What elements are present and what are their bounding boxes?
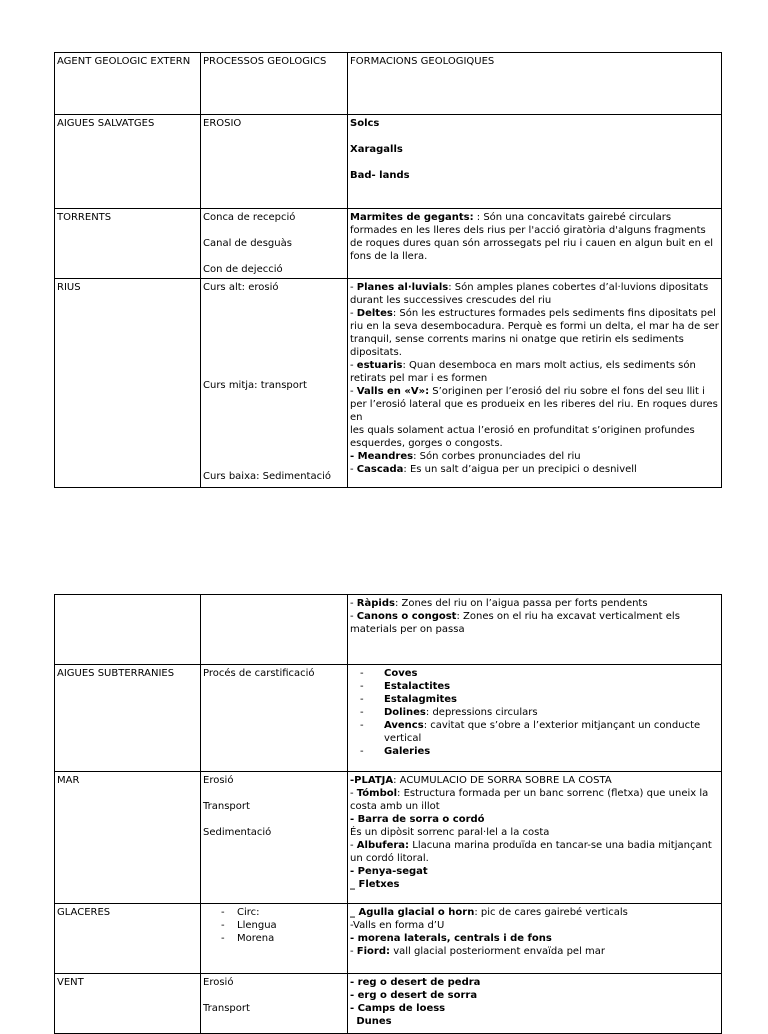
process-line: Canal de desguàs <box>203 238 292 249</box>
cell-agent: VENT <box>55 974 201 1034</box>
geology-table-2 <box>54 594 722 1034</box>
form-item: _ Agulla glacial o horn: pic de cares gairebé verticals <box>350 907 628 918</box>
header-formacions: FORMACIONS GEOLOGIQUES <box>348 53 722 115</box>
cell-process <box>201 772 348 904</box>
cell-formations <box>348 115 722 209</box>
cell-agent: TORRENTS <box>55 209 201 279</box>
process-line: - Morena <box>221 932 345 945</box>
form-item: - Ràpids: Zones del riu on l’aigua passa per forts pendents <box>350 598 648 609</box>
cell-formations <box>348 772 722 904</box>
form-item: - Meandres: Són corbes pronunciades del riu <box>350 451 581 462</box>
form-term: Marmites de gegants: <box>350 212 474 223</box>
form-item: - Estalagmites <box>360 693 719 706</box>
form-item: _ Fletxes <box>350 879 400 890</box>
cell-process: EROSIO <box>201 115 348 209</box>
row-aigues-subterranies <box>55 665 722 772</box>
process-line: - Circ: <box>221 906 345 919</box>
process-line: Erosió <box>203 775 234 786</box>
cell-agent: MAR <box>55 772 201 904</box>
form-item: - Dolines: depressions circulars <box>360 706 719 719</box>
process-line: Erosió <box>203 977 234 988</box>
form-list <box>350 667 719 758</box>
cell-agent: AIGUES SALVATGES <box>55 115 201 209</box>
form-item: - Barra de sorra o cordó <box>350 814 485 825</box>
form-item: És un dipòsit sorrenc paral·lel a la costa <box>350 827 550 838</box>
header-processos: PROCESSOS GEOLOGICS <box>201 53 348 115</box>
form-item: - Canons o congost: Zones on el riu ha excavat verticalment els materials per on passa <box>350 611 680 635</box>
cell-process <box>201 974 348 1034</box>
form-item: - Galeries <box>360 745 719 758</box>
form-item: -Valls en forma d’U <box>350 920 445 931</box>
form-item: Dunes <box>356 1016 392 1027</box>
form-item: - reg o desert de pedra <box>350 977 481 988</box>
process-line: Curs alt: erosió <box>203 282 279 293</box>
form-term: Solcs <box>350 118 380 129</box>
form-item: - Coves <box>360 667 719 680</box>
process-list <box>203 906 345 945</box>
form-item: - Avencs: cavitat que s’obre a l’exterior mitjançant un conducte vertical <box>360 719 719 745</box>
cell-process <box>201 904 348 974</box>
form-item: - Fiord: vall glacial posteriorment envaïda pel mar <box>350 946 606 957</box>
form-item: esquerdes, gorges o congosts. <box>350 438 503 449</box>
cell-agent: RIUS <box>55 279 201 488</box>
process-line: - Llengua <box>221 919 345 932</box>
process-line: Sedimentació <box>203 827 272 838</box>
form-item: -PLATJA: ACUMULACIO DE SORRA SOBRE LA COSTA <box>350 775 612 786</box>
process-line: Curs baixa: Sedimentació <box>203 471 331 482</box>
form-item: - Deltes: Són les estructures formades pels sediments fins dipositats pel riu en la seva desembocadura. Perquè es formi un delta, el mar ha de ser tranquil, sense corrents marins ni onatge que retirin els sediments dipositats. <box>350 308 719 358</box>
form-item: - Cascada: Es un salt d’aigua per un precipici o desnivell <box>350 464 637 475</box>
cell-process: Procés de carstificació <box>201 665 348 772</box>
process-line: Transport <box>203 1003 250 1014</box>
form-item: - Valls en «V»: S’originen per l’erosió del riu sobre el fons del seu llit i per l’erosió lateral que es produeix en les riberes del riu. En roques dures en <box>350 386 718 423</box>
form-term: Xaragalls <box>350 144 403 155</box>
form-item: les quals solament actua l’erosió en profunditat s’originen profundes <box>350 425 695 436</box>
cell-process <box>201 595 348 665</box>
cell-process <box>201 209 348 279</box>
row-rius <box>55 279 722 488</box>
cell-formations <box>348 279 722 488</box>
cell-agent: GLACERES <box>55 904 201 974</box>
form-item: - Camps de loess <box>350 1003 446 1014</box>
row-mar <box>55 772 722 904</box>
cell-formations <box>348 595 722 665</box>
cell-formations <box>348 904 722 974</box>
cell-agent <box>55 595 201 665</box>
form-item: - estuaris: Quan desemboca en mars molt actius, els sediments són retirats pel mar i es formen <box>350 360 696 384</box>
row-glaceres <box>55 904 722 974</box>
geology-table-1 <box>54 52 722 488</box>
header-agent: AGENT GEOLOGIC EXTERN <box>55 53 201 115</box>
header-row <box>55 53 722 115</box>
row-torrents <box>55 209 722 279</box>
cell-formations <box>348 209 722 279</box>
row-rius-continued <box>55 595 722 665</box>
process-line: Conca de recepció <box>203 212 296 223</box>
row-aigues-salvatges <box>55 115 722 209</box>
form-item: - erg o desert de sorra <box>350 990 478 1001</box>
form-item: - morena laterals, centrals i de fons <box>350 933 552 944</box>
form-item: - Estalactites <box>360 680 719 693</box>
process-line: Curs mitja: transport <box>203 380 307 391</box>
cell-agent: AIGUES SUBTERRANIES <box>55 665 201 772</box>
form-desc: : Són una concavitats gairebé circulars formades en les lleres dels rius per l'acció giratòria d'alguns fragments de roques dures quan són arrossegats pel riu i cauen en algun buit en el fons de la llera. <box>350 212 714 262</box>
cell-formations <box>348 665 722 772</box>
process-line: Transport <box>203 801 250 812</box>
form-item: - Planes al·luvials: Són amples planes cobertes d’al·luvions dipositats durant les successives crescudes del riu <box>350 282 709 306</box>
cell-process <box>201 279 348 488</box>
form-item: - Tómbol: Estructura formada per un banc sorrenc (fletxa) que uneix la costa amb un illot <box>350 788 709 812</box>
form-term: Bad- lands <box>350 170 410 181</box>
cell-formations <box>348 974 722 1034</box>
form-item: - Albufera: Llacuna marina produïda en tancar-se una badia mitjançant un cordó litoral. <box>350 840 712 864</box>
form-item: - Penya-segat <box>350 866 428 877</box>
row-vent <box>55 974 722 1034</box>
process-line: Con de dejecció <box>203 264 283 275</box>
